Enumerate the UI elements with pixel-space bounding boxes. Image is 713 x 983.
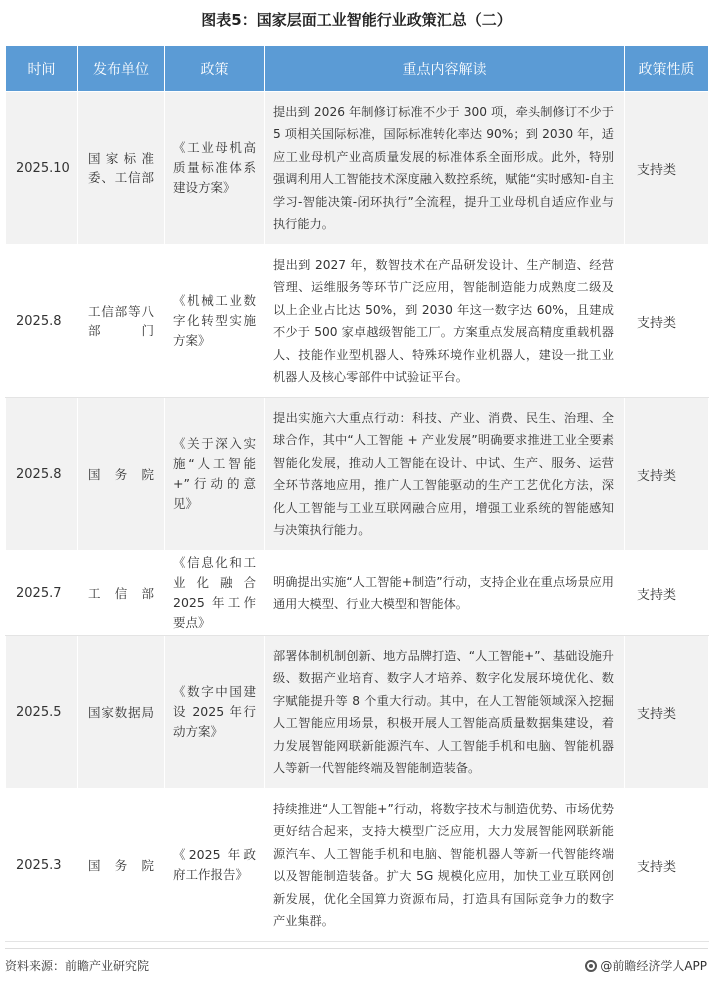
- cell-policy: 《工业母机高质量标准体系建设方案》: [165, 92, 265, 245]
- cell-content: 持续推进“人工智能+”行动，将数字技术与制造优势、市场优势更好结合起来，支持大模型广泛应用，大力发展智能网联新能源汽车、人工智能手机和电脑、智能机器人等新一代智能终端以及智能制造装备。扩大 5G 规模化应用，加快工业互联网创新发展，优化全国算力资源布局，打造具有国际竞争力的数字产业集群。: [265, 789, 625, 942]
- table-row: [6, 551, 709, 636]
- cell-time: 2025.8: [6, 245, 78, 398]
- cell-policy: 《关于深入实施“人工智能+”行动的意见》: [165, 398, 265, 551]
- cell-unit: 国务院: [78, 789, 165, 942]
- table-row: [6, 398, 709, 551]
- source-note: 资料来源：前瞻产业研究院: [5, 959, 150, 973]
- cell-nature: 支持类: [625, 92, 709, 245]
- table-row: [6, 92, 709, 245]
- cell-time: 2025.5: [6, 636, 78, 789]
- cell-nature: 支持类: [625, 789, 709, 942]
- header-content: 重点内容解读: [265, 46, 625, 92]
- cell-nature: 支持类: [625, 398, 709, 551]
- header-nature: 政策性质: [625, 46, 709, 92]
- cell-content: 提出到 2027 年，数智技术在产品研发设计、生产制造、经营管理、运维服务等环节广泛应用，智能制造能力成熟度二级及以上企业占比达 50%，到 2030 年这一数字达 60%，且建成不少于 500 家卓越级智能工厂。方案重点发展高精度重载机器人、技能作业型机器人、特殊环境作业机器人，建设一批工业机器人及核心零部件中试验证平台。: [265, 245, 625, 398]
- table-row: [6, 636, 709, 789]
- cell-policy: 《信息化和工业化融合 2025 年工作要点》: [165, 551, 265, 636]
- cell-nature: 支持类: [625, 245, 709, 398]
- cell-time: 2025.7: [6, 551, 78, 636]
- cell-policy: 《数字中国建设 2025 年行动方案》: [165, 636, 265, 789]
- table-row: [6, 789, 709, 942]
- cell-time: 2025.3: [6, 789, 78, 942]
- header-policy: 政策: [165, 46, 265, 92]
- table-row: [6, 245, 709, 398]
- header-unit: 发布单位: [78, 46, 165, 92]
- cell-content: 提出实施六大重点行动：科技、产业、消费、民生、治理、全球合作，其中“人工智能 + 产业发展”明确要求推进工业全要素智能化发展，推动人工智能在设计、中试、生产、服务、运营全环节落地应用，推广人工智能驱动的生产工艺优化方法，深化人工智能与工业互联网融合应用，增强工业系统的智能感知与决策执行能力。: [265, 398, 625, 551]
- cell-time: 2025.8: [6, 398, 78, 551]
- qianzhan-logo-icon: [585, 960, 597, 972]
- cell-time: 2025.10: [6, 92, 78, 245]
- cell-unit: 工信部等八部门: [78, 245, 165, 398]
- cell-unit: 工信部: [78, 551, 165, 636]
- cell-unit: 国家数据局: [78, 636, 165, 789]
- page-title: 图表5：国家层面工业智能行业政策汇总（二）: [201, 11, 512, 29]
- footer-divider: [5, 948, 708, 949]
- brand-label: @前瞻经济学人APP: [600, 959, 707, 973]
- cell-nature: 支持类: [625, 636, 709, 789]
- brand-credit: [585, 957, 707, 974]
- header-time: 时间: [6, 46, 78, 92]
- policy-table: [5, 45, 709, 942]
- cell-unit: 国务院: [78, 398, 165, 551]
- cell-nature: 支持类: [625, 551, 709, 636]
- table-header-row: [6, 46, 709, 92]
- cell-content: 明确提出实施“人工智能+制造”行动，支持企业在重点场景应用通用大模型、行业大模型和智能体。: [265, 551, 625, 636]
- cell-content: 提出到 2026 年制修订标准不少于 300 项，牵头制修订不少于 5 项相关国际标准，国际标准转化率达 90%；到 2030 年，适应工业母机产业高质量发展的标准体系全面形成。此外，特别强调利用人工智能技术深度融入数控系统，赋能“实时感知-自主学习-智能决策-闭环执行”全流程，提升工业母机自适应作业与执行能力。: [265, 92, 625, 245]
- cell-content: 部署体制机制创新、地方品牌打造、“人工智能+”、基础设施升级、数据产业培育、数字人才培养、数字化发展环境优化、数字赋能提升等 8 个重大行动。其中，在人工智能领域深入挖掘人工智能应用场景，积极开展人工智能高质量数据集建设，着力发展智能网联新能源汽车、人工智能手机和电脑、智能机器人等新一代智能终端及智能制造装备。: [265, 636, 625, 789]
- cell-policy: 《机械工业数字化转型实施方案》: [165, 245, 265, 398]
- cell-unit: 国家标准委、工信部: [78, 92, 165, 245]
- cell-policy: 《2025 年政府工作报告》: [165, 789, 265, 942]
